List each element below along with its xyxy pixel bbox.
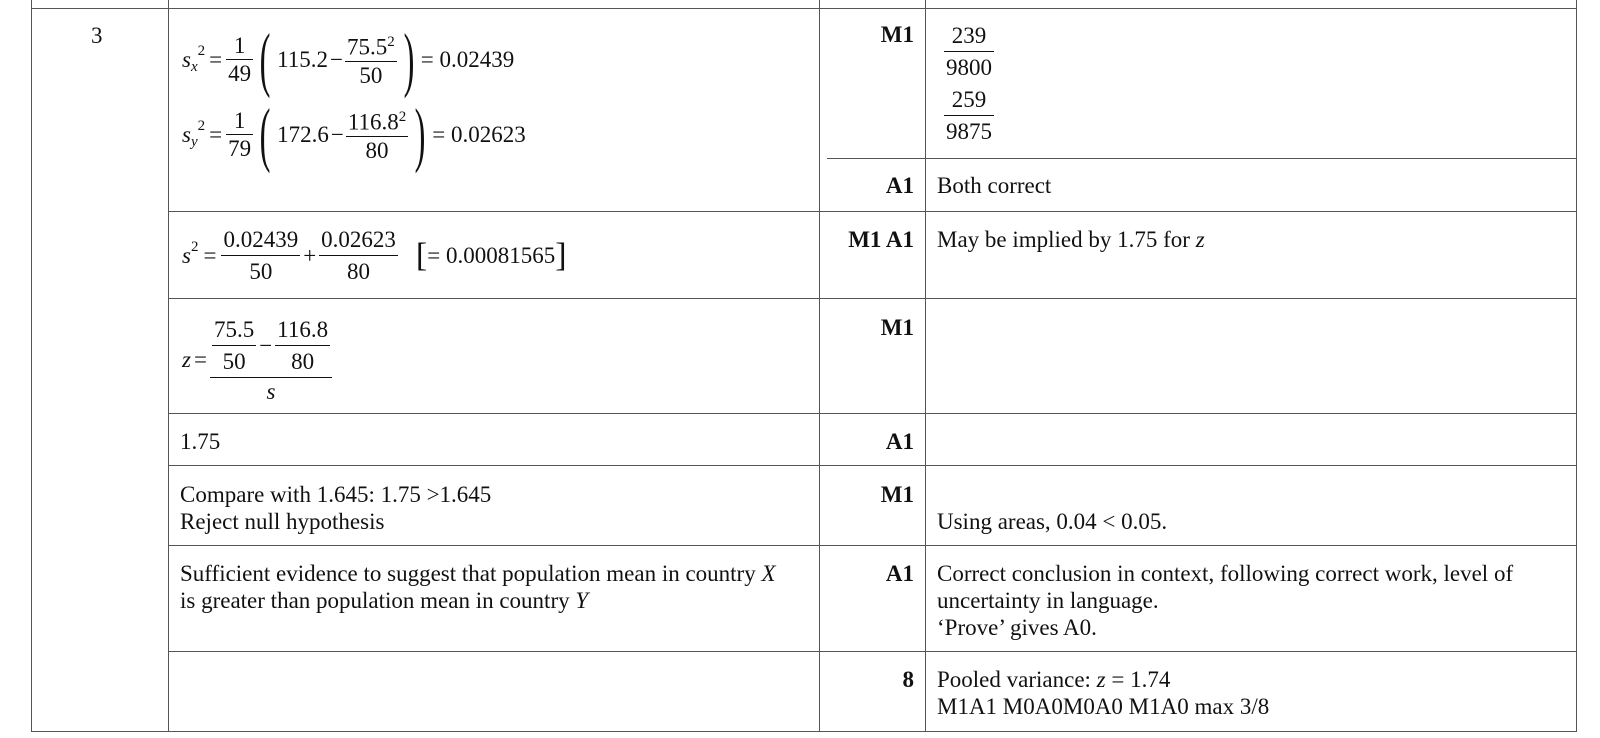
row-divider — [168, 298, 1576, 299]
conclusion-line-2: is greater than population mean in country Y — [180, 588, 589, 613]
sx-exponent: 2 — [197, 42, 206, 59]
guidance-conclusion-line-1: Correct conclusion in context, following correct work, level of — [937, 561, 1514, 586]
sx-symbol: s — [182, 46, 191, 72]
sx-subscript: x — [190, 58, 198, 75]
compare-line-2: Reject null hypothesis — [180, 509, 385, 534]
sy-symbol: s — [182, 121, 191, 147]
sy-exponent: 2 — [197, 117, 206, 134]
guidance-conclusion-line-2: uncertainty in language. — [937, 588, 1159, 613]
mark-m1-compare: M1 — [880, 482, 914, 507]
mark-a1-both: A1 — [885, 173, 914, 198]
guidance-both-correct: Both correct — [937, 173, 1052, 198]
mark-a1-conclusion: A1 — [885, 561, 914, 586]
s-squared-equation: s $^2$ = $\frac{0.02439}{50}$ + $\frac{0.02623}{80}$ [ = 0.00081565 ] — [182, 222, 567, 288]
sy-squared-equation: s $_y$ $^2$ = $\frac{1}{79}$ ( 172.6 − $\frac{116.8^2}{80}$ ) = 0.02623 — [182, 94, 526, 174]
row-divider — [168, 465, 1576, 466]
sx-result: = 0.02439 — [420, 46, 515, 72]
row-divider — [168, 545, 1576, 546]
z-symbol: z — [182, 346, 191, 372]
table-bottom-border — [31, 731, 1576, 732]
z-value: 1.75 — [180, 429, 221, 454]
mark-m1-variances: M1 — [880, 22, 914, 47]
row-divider — [168, 413, 1576, 414]
column-divider — [819, 0, 820, 732]
column-divider — [925, 0, 926, 732]
guidance-pooled-line-1: Pooled variance: z = 1.74 — [937, 667, 1171, 692]
sx-term: 115.2 — [277, 46, 328, 72]
column-divider — [168, 0, 169, 732]
s-symbol: s — [182, 242, 191, 268]
total-marks: 8 — [902, 667, 914, 692]
guidance-areas: Using areas, 0.04 < 0.05. — [937, 509, 1168, 534]
z-equation: z = $\frac{75.5}{50}$ − $\frac{116.8}{80}$ s — [182, 314, 332, 404]
guidance-pooled-line-2: M1A1 M0A0M0A0 M1A0 max 3/8 — [937, 694, 1270, 719]
sx-fraction: $\frac{75.5^2}{50}$ — [345, 29, 397, 89]
sy-fraction: $\frac{116.8^2}{80}$ — [346, 104, 408, 164]
sy-subscript: y — [190, 133, 198, 150]
table-right-border — [1576, 0, 1577, 732]
s2-fraction-2: $\frac{0.02623}{80}$ — [319, 224, 398, 287]
guidance-implied: May be implied by 1.75 for z — [937, 227, 1205, 252]
sy-coefficient: $\frac{1}{79}$ — [228, 107, 252, 161]
s2-bracket-value: = 0.00081565 — [427, 242, 556, 268]
z-big-fraction: $\frac{75.5}{50}$ − $\frac{116.8}{80}$ s — [210, 314, 332, 405]
table-top-border — [31, 8, 1576, 9]
row-divider — [168, 211, 1576, 212]
conclusion-line-1: Sufficient evidence to suggest that population mean in country X — [180, 561, 776, 586]
row-divider — [168, 651, 1576, 652]
guidance-fraction-239-9800: $\frac{239}{9800}$ — [944, 20, 994, 83]
sy-result: = 0.02623 — [432, 121, 526, 147]
sx-squared-equation: s $_x$ $^2$ = $\frac{1}{49}$ ( 115.2 − $\frac{75.5^2}{50}$ ) = 0.02439 — [182, 19, 515, 99]
mark-m1-z: M1 — [880, 315, 914, 340]
s2-fraction-1: $\frac{0.02439}{50}$ — [221, 224, 300, 287]
s-exponent: 2 — [190, 238, 199, 255]
compare-line-1: Compare with 1.645: 1.75 >1.645 — [180, 482, 492, 507]
guidance-conclusion-line-3: ‘Prove’ gives A0. — [937, 615, 1097, 640]
guidance-fraction-259-9875: $\frac{259}{9875}$ — [944, 84, 994, 147]
mark-m1a1-s2: M1 A1 — [848, 227, 914, 252]
mark-a1-value: A1 — [885, 429, 914, 454]
sy-term: 172.6 — [277, 121, 329, 147]
table-left-border — [31, 0, 32, 732]
row-divider — [827, 158, 1576, 159]
question-number: 3 — [91, 23, 103, 48]
sx-coefficient: $\frac{1}{49}$ — [228, 32, 252, 86]
